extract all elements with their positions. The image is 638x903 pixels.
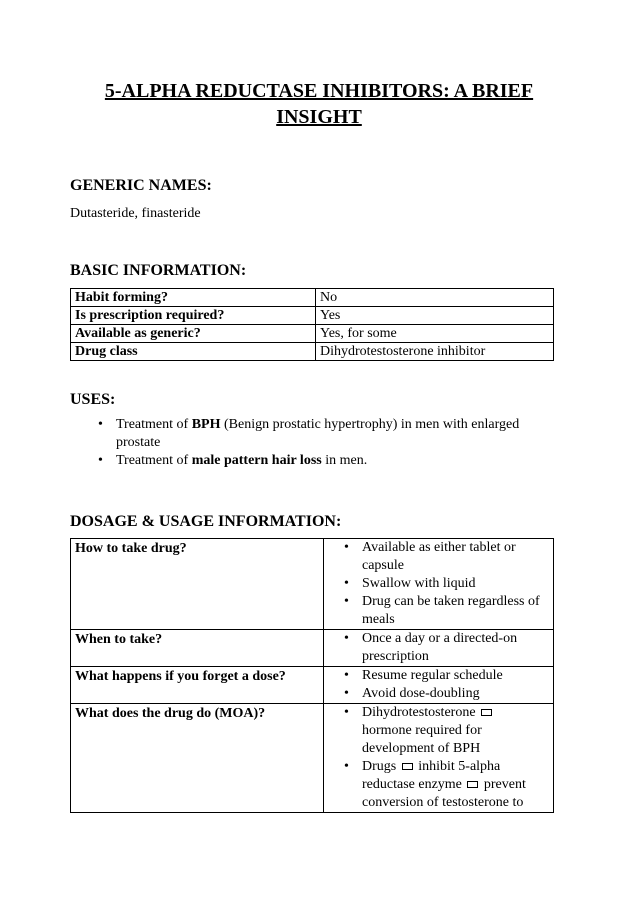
table-row bbox=[71, 539, 554, 630]
dosage-item-text: Avoid dose-doubling bbox=[362, 686, 480, 701]
table-row bbox=[71, 667, 554, 704]
list-item bbox=[324, 758, 553, 812]
use-bold-text: male pattern hair loss bbox=[191, 453, 322, 468]
list-item bbox=[324, 704, 553, 758]
basic-key: Drug class bbox=[71, 343, 316, 361]
list-item bbox=[324, 539, 553, 575]
table-row bbox=[71, 325, 554, 343]
dosage-item-text: inhibit 5-alpha reductase enzyme bbox=[362, 759, 501, 792]
bullet-icon: • bbox=[344, 594, 349, 609]
arrow-symbol-icon bbox=[481, 709, 492, 716]
use-bold-text: BPH bbox=[191, 417, 221, 432]
arrow-symbol-icon bbox=[467, 781, 478, 788]
dosage-item-text: Dihydrotestosterone bbox=[362, 705, 476, 720]
basic-value: Dihydrotestosterone inhibitor bbox=[316, 343, 554, 361]
bullet-icon: • bbox=[344, 759, 349, 774]
table-row bbox=[71, 307, 554, 325]
dosage-item-text: Swallow with liquid bbox=[362, 576, 476, 591]
bullet-icon: • bbox=[344, 631, 349, 646]
basic-information-heading: BASIC INFORMATION: bbox=[70, 262, 247, 279]
dosage-heading: DOSAGE & USAGE INFORMATION: bbox=[70, 513, 342, 530]
list-item bbox=[324, 593, 553, 629]
bullet-icon: • bbox=[344, 576, 349, 591]
basic-value: No bbox=[316, 289, 554, 307]
dosage-key: When to take? bbox=[71, 630, 324, 667]
dosage-key: What does the drug do (MOA)? bbox=[71, 704, 324, 813]
dosage-item-text: prevent conversion of testosterone to bbox=[362, 777, 526, 810]
dosage-value bbox=[324, 704, 554, 813]
title-line-2: INSIGHT bbox=[276, 106, 362, 128]
uses-list bbox=[70, 416, 554, 470]
use-text: in men. bbox=[321, 453, 368, 468]
table-row bbox=[71, 289, 554, 307]
uses-heading: USES: bbox=[70, 391, 116, 408]
list-item bbox=[70, 416, 554, 452]
list-item bbox=[324, 685, 553, 703]
dosage-item-text: hormone required for development of BPH bbox=[362, 723, 482, 756]
table-row bbox=[71, 630, 554, 667]
generic-names-text: Dutasteride, finasteride bbox=[70, 206, 201, 221]
basic-value: Yes, for some bbox=[316, 325, 554, 343]
basic-key: Habit forming? bbox=[71, 289, 316, 307]
dosage-key: What happens if you forget a dose? bbox=[71, 667, 324, 704]
title-line-1: 5-ALPHA REDUCTASE INHIBITORS: A BRIEF bbox=[104, 80, 534, 102]
dosage-value bbox=[324, 539, 554, 630]
dosage-item-text: Drugs bbox=[362, 759, 397, 774]
basic-information-table bbox=[70, 288, 554, 361]
dosage-table bbox=[70, 538, 554, 813]
dosage-value bbox=[324, 630, 554, 667]
basic-value: Yes bbox=[316, 307, 554, 325]
document-title bbox=[70, 78, 568, 130]
generic-names-heading: GENERIC NAMES: bbox=[70, 177, 212, 194]
dosage-key: How to take drug? bbox=[71, 539, 324, 630]
basic-key: Available as generic? bbox=[71, 325, 316, 343]
use-text: (Benign prostatic hypertrophy) in men with enlarged prostate bbox=[116, 417, 520, 450]
list-item bbox=[324, 575, 553, 593]
dosage-item-text: Resume regular schedule bbox=[362, 668, 503, 683]
arrow-symbol-icon bbox=[402, 763, 413, 770]
bullet-icon: • bbox=[344, 540, 349, 555]
use-text: Treatment of bbox=[116, 453, 192, 468]
list-item bbox=[70, 452, 554, 470]
table-row bbox=[71, 343, 554, 361]
dosage-item-text: Once a day or a directed-on prescription bbox=[362, 631, 518, 664]
dosage-item-text: Drug can be taken regardless of meals bbox=[362, 594, 540, 627]
bullet-icon: • bbox=[344, 705, 349, 720]
dosage-item-text: Available as either tablet or capsule bbox=[362, 540, 516, 573]
dosage-value bbox=[324, 667, 554, 704]
bullet-icon: • bbox=[344, 668, 349, 683]
bullet-icon: • bbox=[98, 453, 103, 468]
bullet-icon: • bbox=[98, 417, 103, 432]
list-item bbox=[324, 667, 553, 685]
table-row bbox=[71, 704, 554, 813]
bullet-icon: • bbox=[344, 686, 349, 701]
list-item bbox=[324, 630, 553, 666]
basic-key: Is prescription required? bbox=[71, 307, 316, 325]
use-text: Treatment of bbox=[116, 417, 192, 432]
